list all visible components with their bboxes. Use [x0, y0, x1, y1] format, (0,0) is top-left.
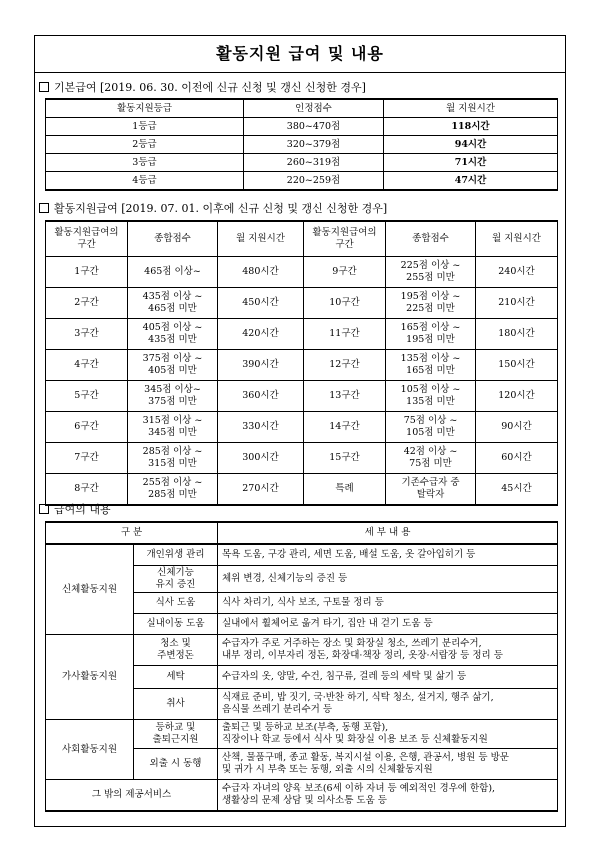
- other-service-cell: 그 밖의 제공서비스: [46, 780, 218, 812]
- table-row: [46, 720, 558, 749]
- table-row: [46, 136, 558, 154]
- table-header-cell: 활동지원급여의 구간: [46, 221, 128, 257]
- section-activity-benefit: [39, 200, 387, 218]
- table-cell: 12구간: [304, 350, 386, 381]
- table-cell: 135점 이상 ~ 165점 미만: [386, 350, 476, 381]
- table-cell: 345점 이상~ 375점 미만: [128, 381, 218, 412]
- table-cell: 195점 이상 ~ 225점 미만: [386, 288, 476, 319]
- table-cell: 2등급: [46, 136, 244, 154]
- group-name-cell: 사회활동지원: [46, 720, 134, 780]
- table-cell: 105점 이상 ~ 135점 미만: [386, 381, 476, 412]
- table-cell: 10구간: [304, 288, 386, 319]
- table-cell: 375점 이상 ~ 405점 미만: [128, 350, 218, 381]
- table-cell: 220~259점: [244, 172, 384, 191]
- table-header-cell: 월 지원시간: [476, 221, 558, 257]
- table-cell: 13구간: [304, 381, 386, 412]
- table-cell: 4구간: [46, 350, 128, 381]
- table-cell: 5구간: [46, 381, 128, 412]
- table-cell: 47시간: [384, 172, 558, 191]
- table-cell: 기존수급자 중 탈락자: [386, 474, 476, 506]
- table-cell: 380~470점: [244, 118, 384, 136]
- table-cell: 300시간: [218, 443, 304, 474]
- table-header-cell: 인정점수: [244, 99, 384, 118]
- table-cell: 210시간: [476, 288, 558, 319]
- table-cell: 285점 이상 ~ 315점 미만: [128, 443, 218, 474]
- subcategory-cell: 등하교 및 출퇴근지원: [134, 720, 218, 749]
- table-cell: 420시간: [218, 319, 304, 350]
- table-cell: 450시간: [218, 288, 304, 319]
- section-basic-benefit-label: 기본급여 [2019. 06. 30. 이전에 신규 신청 및 갱신 신청한 경우]: [54, 81, 366, 94]
- detail-cell: 산책, 물품구매, 종교 활동, 복지시설 이용, 은행, 관공서, 병원 등 방문 및 귀가 시 부축 또는 동행, 외출 시의 신체활동지원: [218, 749, 558, 780]
- subcategory-cell: 개인위생 관리: [134, 544, 218, 566]
- table-cell: 435점 이상 ~ 465점 미만: [128, 288, 218, 319]
- checkbox-icon: [39, 504, 49, 514]
- table-header-cell: 활동지원등급: [46, 99, 244, 118]
- table-cell: 118시간: [384, 118, 558, 136]
- subcategory-cell: 실내이동 도움: [134, 614, 218, 635]
- table-header-row: [46, 522, 558, 544]
- table-cell: 3등급: [46, 154, 244, 172]
- table-header-cell: 월 지원시간: [218, 221, 304, 257]
- benefit-content-table: [45, 521, 558, 812]
- table-cell: 1등급: [46, 118, 244, 136]
- table-row: [46, 780, 558, 812]
- section-basic-benefit: [39, 79, 366, 97]
- table-row: [46, 635, 558, 666]
- table-row: [46, 350, 558, 381]
- subcategory-cell: 청소 및 주변정돈: [134, 635, 218, 666]
- detail-cell: 출퇴근 및 등하교 보조(부축, 동행 포함), 직장이나 학교 등에서 식사 및 화장실 이용 보조 등 신체활동지원: [218, 720, 558, 749]
- table-row: [46, 154, 558, 172]
- table-cell: 11구간: [304, 319, 386, 350]
- table-header-row: [46, 221, 558, 257]
- document-frame: [34, 35, 566, 827]
- subcategory-cell: 식사 도움: [134, 593, 218, 614]
- table-cell: 240시간: [476, 257, 558, 288]
- table-row: [46, 257, 558, 288]
- detail-cell: 체위 변경, 신체기능의 증진 등: [218, 566, 558, 593]
- checkbox-icon: [39, 82, 49, 92]
- table-cell: 270시간: [218, 474, 304, 506]
- detail-cell: 수급자 자녀의 양육 보조(6세 이하 자녀 등 예외적인 경우에 한함), 생활상의 문제 상담 및 의사소통 도움 등: [218, 780, 558, 812]
- table-cell: 390시간: [218, 350, 304, 381]
- table-cell: 7구간: [46, 443, 128, 474]
- subcategory-cell: 세탁: [134, 666, 218, 689]
- table-cell: 6구간: [46, 412, 128, 443]
- table-cell: 71시간: [384, 154, 558, 172]
- table-cell: 165점 이상 ~ 195점 미만: [386, 319, 476, 350]
- table-cell: 8구간: [46, 474, 128, 506]
- table-cell: 2구간: [46, 288, 128, 319]
- table-row: [46, 474, 558, 506]
- table-cell: 9구간: [304, 257, 386, 288]
- table-cell: 225점 이상 ~ 255점 미만: [386, 257, 476, 288]
- table-header-cell: 월 지원시간: [384, 99, 558, 118]
- table-cell: 14구간: [304, 412, 386, 443]
- subcategory-cell: 신체기능 유지 증진: [134, 566, 218, 593]
- checkbox-icon: [39, 203, 49, 213]
- table-row: [46, 381, 558, 412]
- detail-cell: 식재료 준비, 밥 짓기, 국·반찬 하기, 식탁 청소, 설거지, 행주 삶기, 음식물 쓰레기 분리수거 등: [218, 689, 558, 720]
- detail-header: 세 부 내 용: [218, 522, 558, 544]
- table-cell: 90시간: [476, 412, 558, 443]
- table-cell: 180시간: [476, 319, 558, 350]
- subcategory-cell: 취사: [134, 689, 218, 720]
- table-cell: 15구간: [304, 443, 386, 474]
- table-header-cell: 종합점수: [128, 221, 218, 257]
- section-activity-benefit-label: 활동지원급여 [2019. 07. 01. 이후에 신규 신청 및 갱신 신청한 경우]: [54, 202, 388, 215]
- detail-cell: 실내에서 휠체어로 옮겨 타기, 집안 내 걷기 도움 등: [218, 614, 558, 635]
- group-name-cell: 신체활동지원: [46, 544, 134, 635]
- table-cell: 320~379점: [244, 136, 384, 154]
- detail-cell: 수급자가 주로 거주하는 장소 및 화장실 청소, 쓰레기 분리수거, 내부 정리, 이부자리 정돈, 화장대·책장 정리, 옷장·서랍장 등 정리 등: [218, 635, 558, 666]
- table-header-cell: 종합점수: [386, 221, 476, 257]
- table-cell: 42점 이상 ~ 75점 미만: [386, 443, 476, 474]
- table-cell: 405점 이상 ~ 435점 미만: [128, 319, 218, 350]
- table-cell: 4등급: [46, 172, 244, 191]
- page-title: 활동지원 급여 및 내용: [35, 36, 565, 73]
- section-benefit-content: [39, 501, 111, 519]
- table-cell: 480시간: [218, 257, 304, 288]
- table-cell: 특례: [304, 474, 386, 506]
- table-cell: 360시간: [218, 381, 304, 412]
- table-row: [46, 412, 558, 443]
- table-cell: 3구간: [46, 319, 128, 350]
- basic-grade-table: [45, 98, 558, 191]
- table-cell: 315점 이상 ~ 345점 미만: [128, 412, 218, 443]
- table-cell: 45시간: [476, 474, 558, 506]
- subcategory-cell: 외출 시 동행: [134, 749, 218, 780]
- table-row: [46, 544, 558, 566]
- table-cell: 75점 이상 ~ 105점 미만: [386, 412, 476, 443]
- detail-cell: 목욕 도움, 구강 관리, 세면 도움, 배설 도움, 옷 갈아입히기 등: [218, 544, 558, 566]
- table-row: [46, 319, 558, 350]
- group-name-cell: 가사활동지원: [46, 635, 134, 720]
- detail-cell: 식사 차리기, 식사 보조, 구토물 정리 등: [218, 593, 558, 614]
- table-cell: 255점 이상 ~ 285점 미만: [128, 474, 218, 506]
- table-row: [46, 172, 558, 191]
- activity-range-table: [45, 220, 558, 506]
- table-header-cell: 활동지원급여의 구간: [304, 221, 386, 257]
- table-cell: 330시간: [218, 412, 304, 443]
- table-row: [46, 118, 558, 136]
- table-cell: 260~319점: [244, 154, 384, 172]
- table-cell: 1구간: [46, 257, 128, 288]
- table-row: [46, 443, 558, 474]
- table-row: [46, 288, 558, 319]
- detail-cell: 수급자의 옷, 양말, 수건, 침구류, 걸레 등의 세탁 및 삶기 등: [218, 666, 558, 689]
- table-header-row: [46, 99, 558, 118]
- table-cell: 94시간: [384, 136, 558, 154]
- table-cell: 60시간: [476, 443, 558, 474]
- section-benefit-content-label: 급여의 내용: [54, 503, 111, 516]
- category-header: 구 분: [46, 522, 218, 544]
- table-cell: 120시간: [476, 381, 558, 412]
- table-cell: 465점 이상~: [128, 257, 218, 288]
- table-cell: 150시간: [476, 350, 558, 381]
